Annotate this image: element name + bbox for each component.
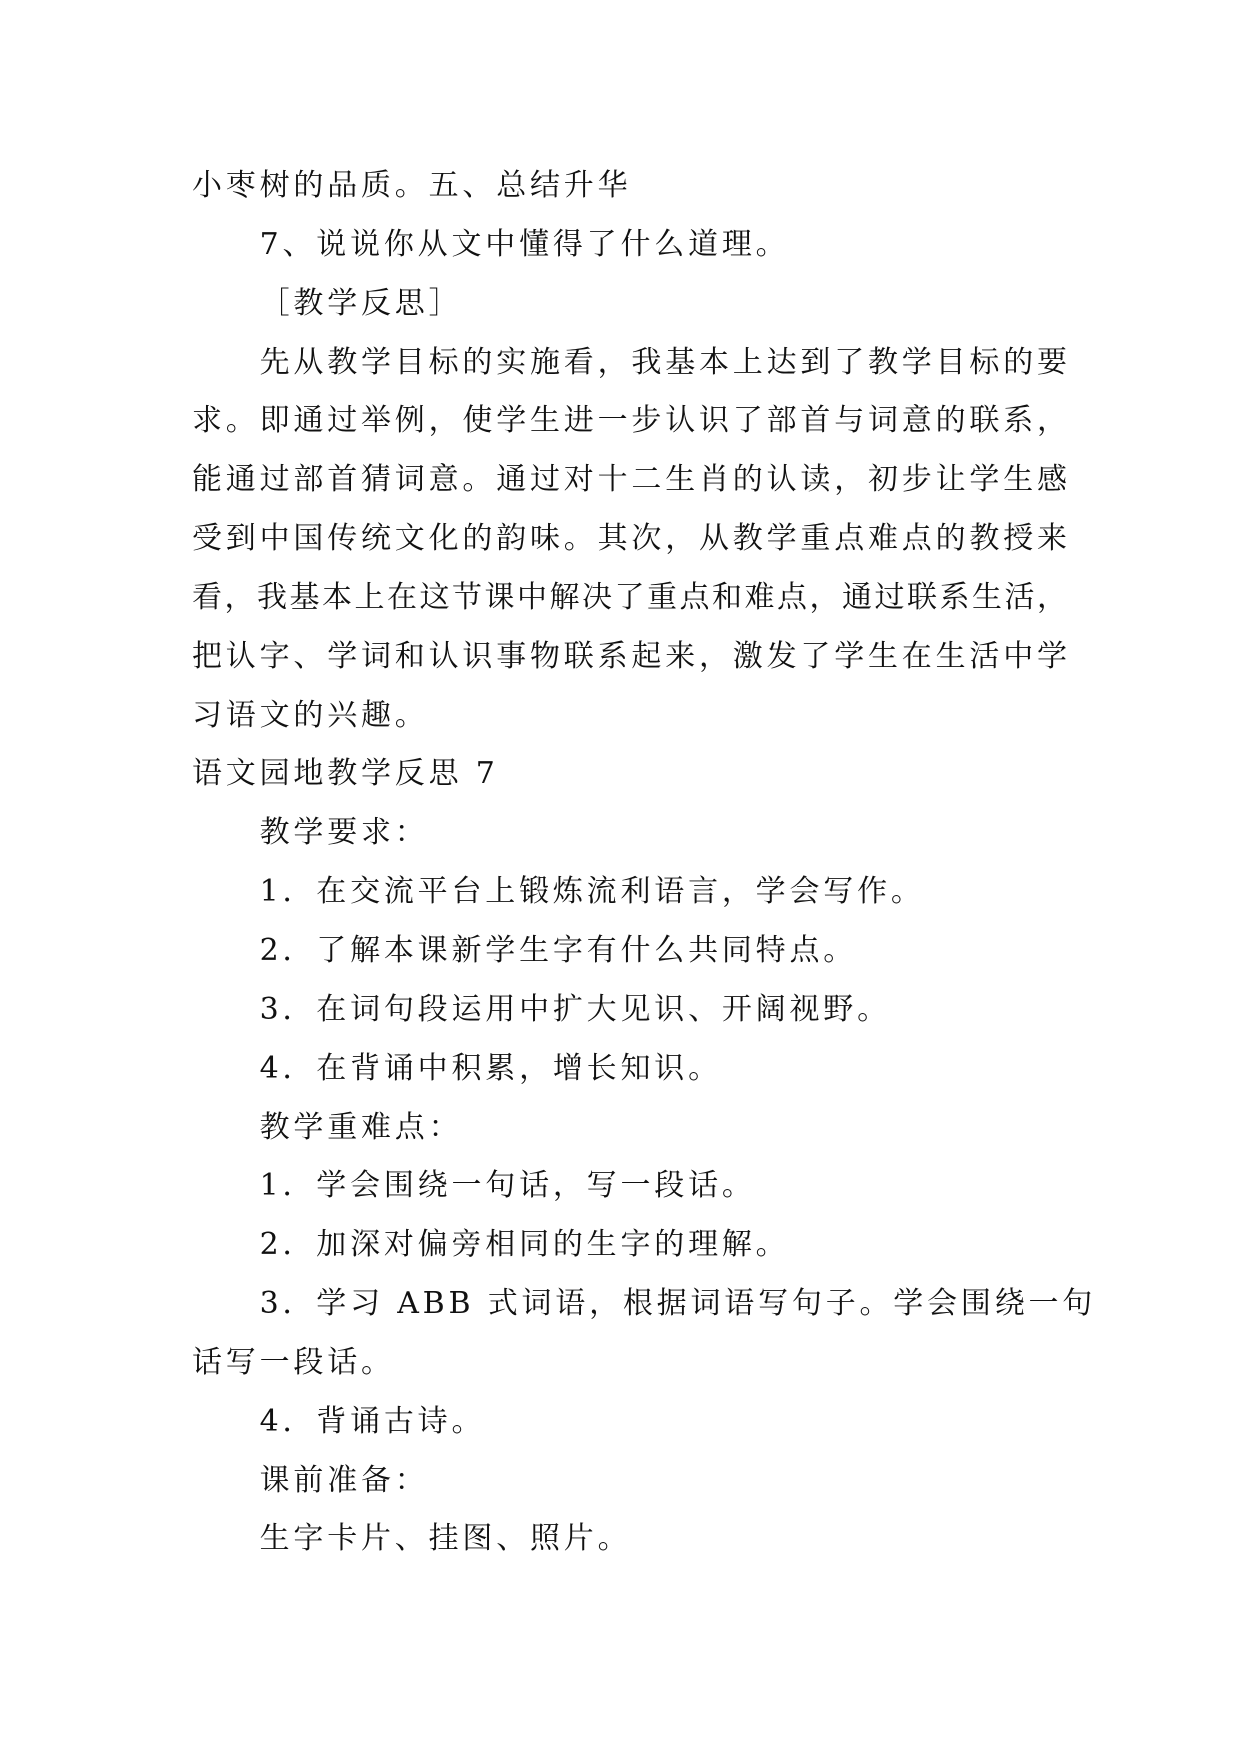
body-line: 看，我基本上在这节课中解决了重点和难点，通过联系生活， [192,579,1070,615]
reflection-heading [192,275,1112,334]
key-point-item: 2．加深对偏旁相同的生字的理解。 [259,1227,790,1263]
body-line: 受到中国传统文化的韵味。其次，从教学重点难点的教授来 [192,521,1071,557]
document-body [192,157,1112,1569]
continuation-paragraph [192,157,1112,216]
body-line: 把认字、学词和认识事物联系起来，激发了学生在生活中学 [192,638,1071,674]
section-title [192,745,1112,804]
key-point-item: 3．学习 ABB 式词语，根据词语写句子。学会围绕一句 [259,1286,1097,1322]
requirement-item: 4．在背诵中积累，增长知识。 [259,1050,722,1086]
reflection-paragraph [192,334,1112,746]
section-title-text: 语文园地教学反思 7 [192,756,499,792]
requirement-item: 2．了解本课新学生字有什么共同特点。 [259,932,858,968]
body-line: 小枣树的品质。五、总结升华 [192,168,632,203]
requirements-section [192,804,1112,1098]
body-line: 先从教学目标的实施看，我基本上达到了教学目标的要 [259,344,1071,380]
key-point-item-continuation: 话写一段话。 [192,1344,395,1380]
key-points-heading: 教学重难点： [259,1109,463,1145]
key-point-item: 4．背诵古诗。 [259,1403,486,1439]
requirement-item: 3．在词句段运用中扩大见识、开阔视野。 [259,991,891,1027]
body-line: 求。即通过举例，使学生进一步认识了部首与词意的联系， [192,403,1071,439]
body-line: 习语文的兴趣。 [192,697,429,733]
preparation-section [192,1452,1112,1570]
key-points-section [192,1099,1112,1452]
preparation-heading: 课前准备： [259,1462,429,1498]
body-line: 能通过部首猜词意。通过对十二生肖的认读，初步让学生感 [192,462,1071,498]
requirement-item: 1．在交流平台上锻炼流利语言，学会写作。 [259,874,925,910]
question-line: 7、说说你从文中懂得了什么道理。 [259,226,790,262]
key-point-item: 1．学会围绕一句话，写一段话。 [259,1168,756,1204]
reflection-heading-text: ［教学反思］ [259,285,463,321]
question-paragraph [192,216,1112,275]
requirements-heading: 教学要求： [259,815,429,851]
preparation-text: 生字卡片、挂图、照片。 [259,1521,632,1557]
